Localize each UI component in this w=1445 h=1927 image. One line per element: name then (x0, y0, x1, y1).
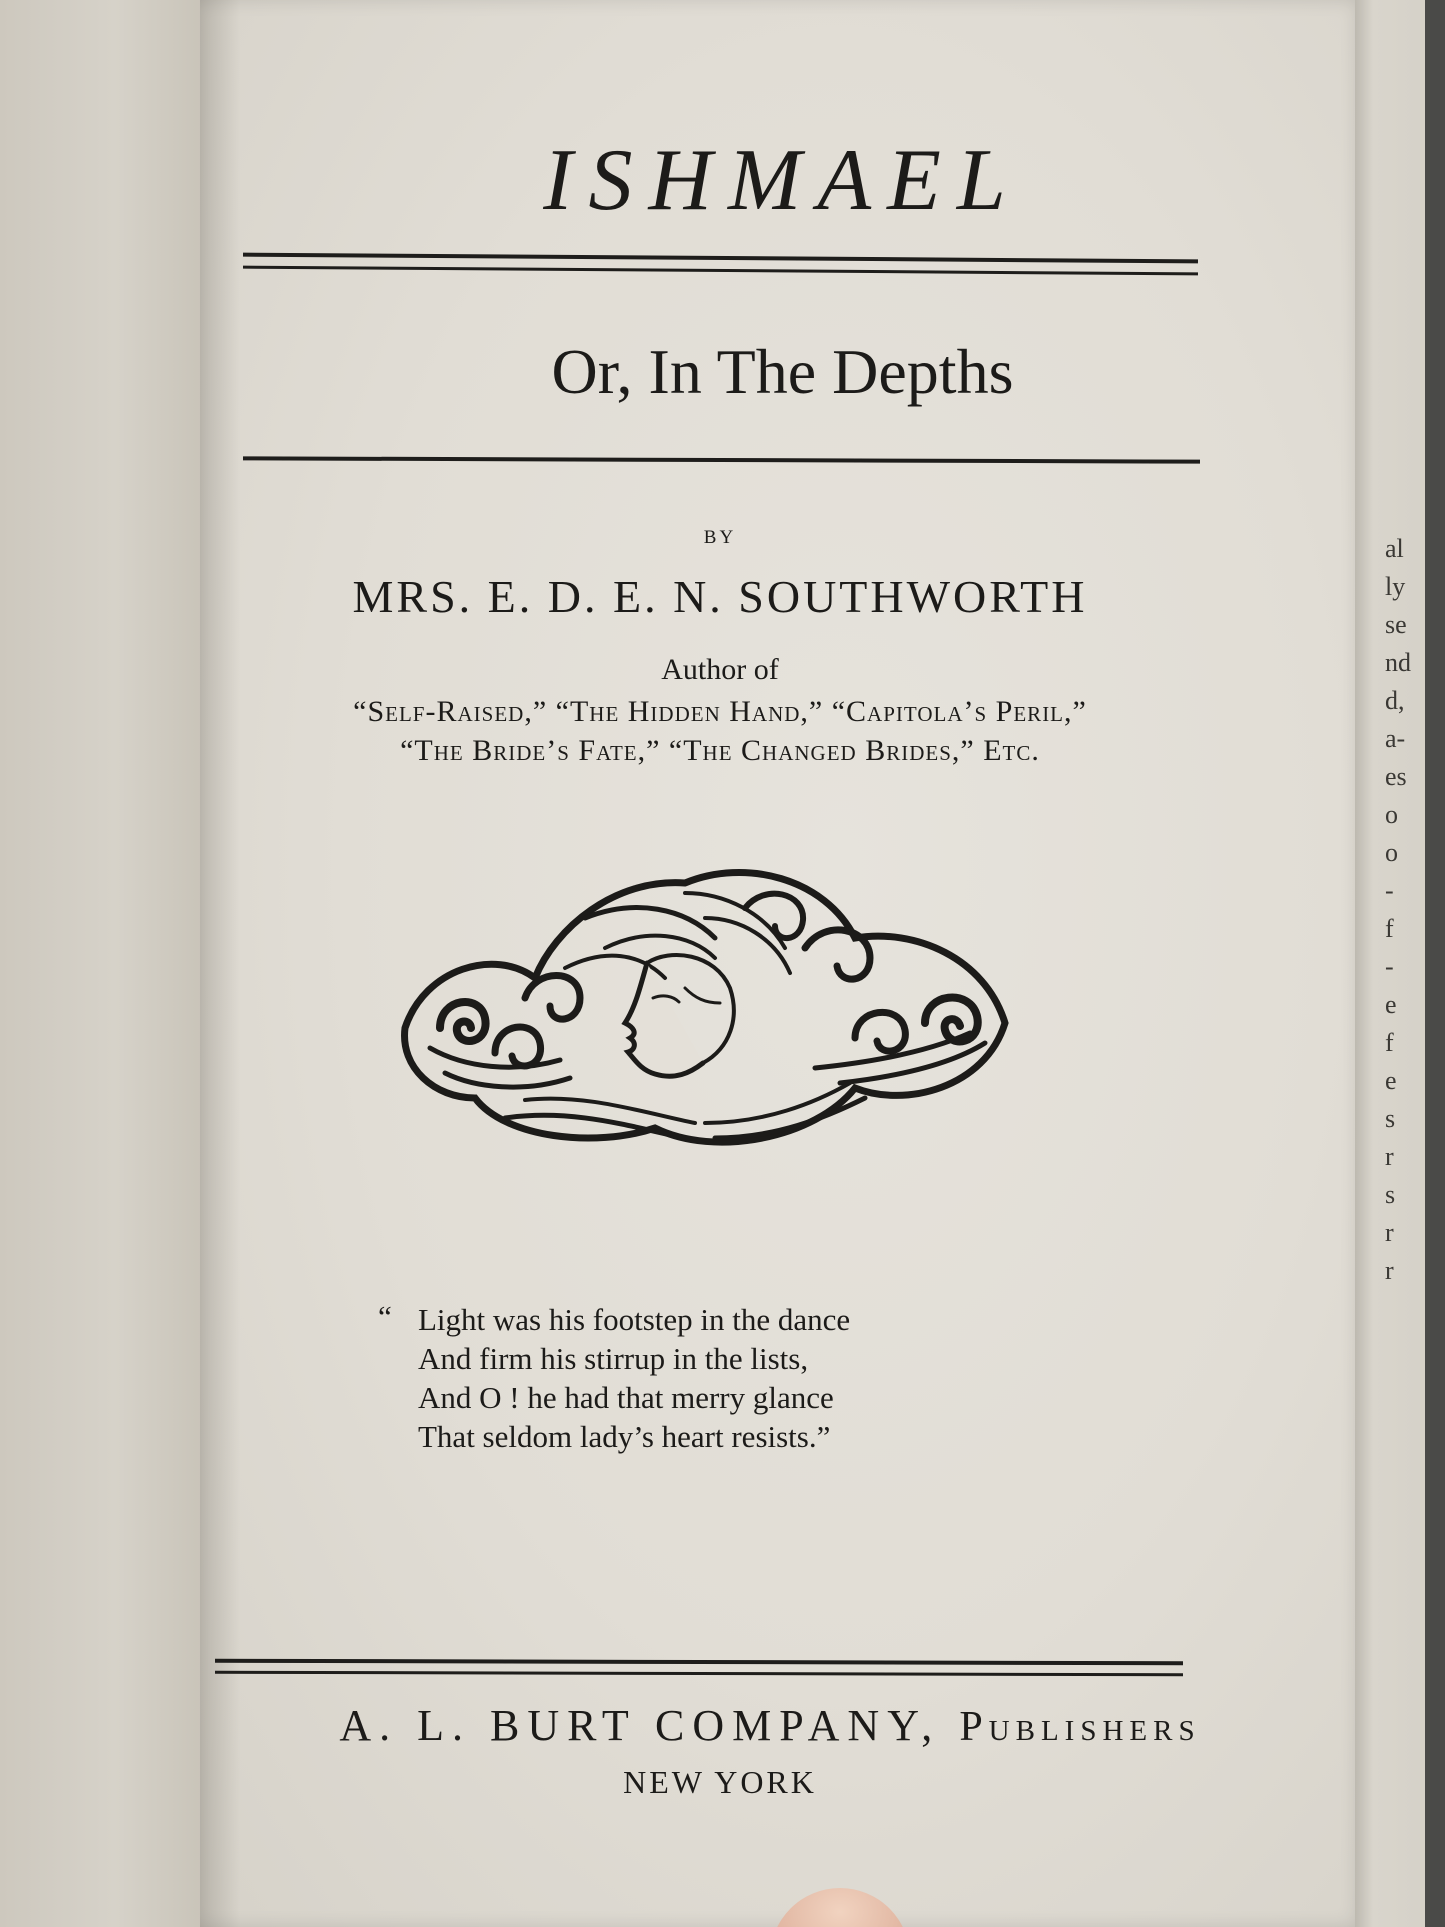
next-page-fragment: f (1385, 1028, 1394, 1057)
epigraph-line: And firm his stirrup in the lists, (418, 1341, 809, 1376)
next-page-fragment: se (1385, 610, 1407, 639)
book-subtitle: Or, In The Depths (551, 336, 1014, 407)
page-fold-shadow (200, 0, 240, 1927)
next-page-fragment: nd (1385, 648, 1411, 677)
next-page-fragment: f (1385, 914, 1394, 943)
next-page-edge (1355, 0, 1445, 1927)
epigraph-line: That seldom lady’s heart resists.” (418, 1419, 831, 1454)
next-page-fragment: d, (1385, 686, 1405, 715)
next-page-fragment: s (1385, 1180, 1396, 1209)
next-page-fragment: s (1385, 1104, 1396, 1133)
epigraph-line: And O ! he had that merry glance (418, 1380, 834, 1415)
next-page-fragment: r (1385, 1218, 1394, 1247)
next-page-fragment: al (1385, 534, 1404, 563)
other-works-line-2: “The Bride’s Fate,” “The Changed Brides,” Etc. (400, 734, 1040, 767)
book-title: ISHMAEL (543, 132, 1022, 229)
next-page-fragment: a- (1385, 724, 1406, 753)
author-of-label: Author of (661, 653, 779, 686)
next-page-fragment: r (1385, 1256, 1394, 1285)
next-page-fragment: e (1385, 990, 1397, 1019)
next-page-fragment: - (1385, 952, 1394, 981)
author-name: MRS. E. D. E. N. SOUTHWORTH (352, 571, 1088, 622)
publisher-imprint (200, 1700, 1340, 1751)
publisher-city: NEW YORK (623, 1764, 817, 1800)
next-page-fragment: ly (1385, 572, 1406, 601)
epigraph-verse (378, 1299, 1018, 1456)
next-page-fragment: r (1385, 1142, 1394, 1171)
by-line: BY (703, 527, 737, 548)
publisher-suffix: Publishers (959, 1704, 1201, 1750)
other-works-line-1: “Self-Raised,” “The Hidden Hand,” “Capitola’s Peril,” (353, 695, 1087, 728)
next-page-fragment: - (1385, 876, 1394, 905)
epigraph-open-quote: “ (378, 1299, 392, 1334)
next-page-fragment: o (1385, 800, 1398, 829)
table-background (1425, 0, 1445, 1927)
epigraph-line: Light was his footstep in the dance (418, 1302, 851, 1337)
left-facing-page (0, 0, 230, 1927)
publisher-name: A. L. BURT COMPANY, (339, 1701, 941, 1750)
next-page-fragment: e (1385, 1066, 1397, 1095)
woman-hair-vignette-illustration (385, 838, 1025, 1178)
next-page-fragment: es (1385, 762, 1407, 791)
next-page-fragment: o (1385, 838, 1398, 867)
